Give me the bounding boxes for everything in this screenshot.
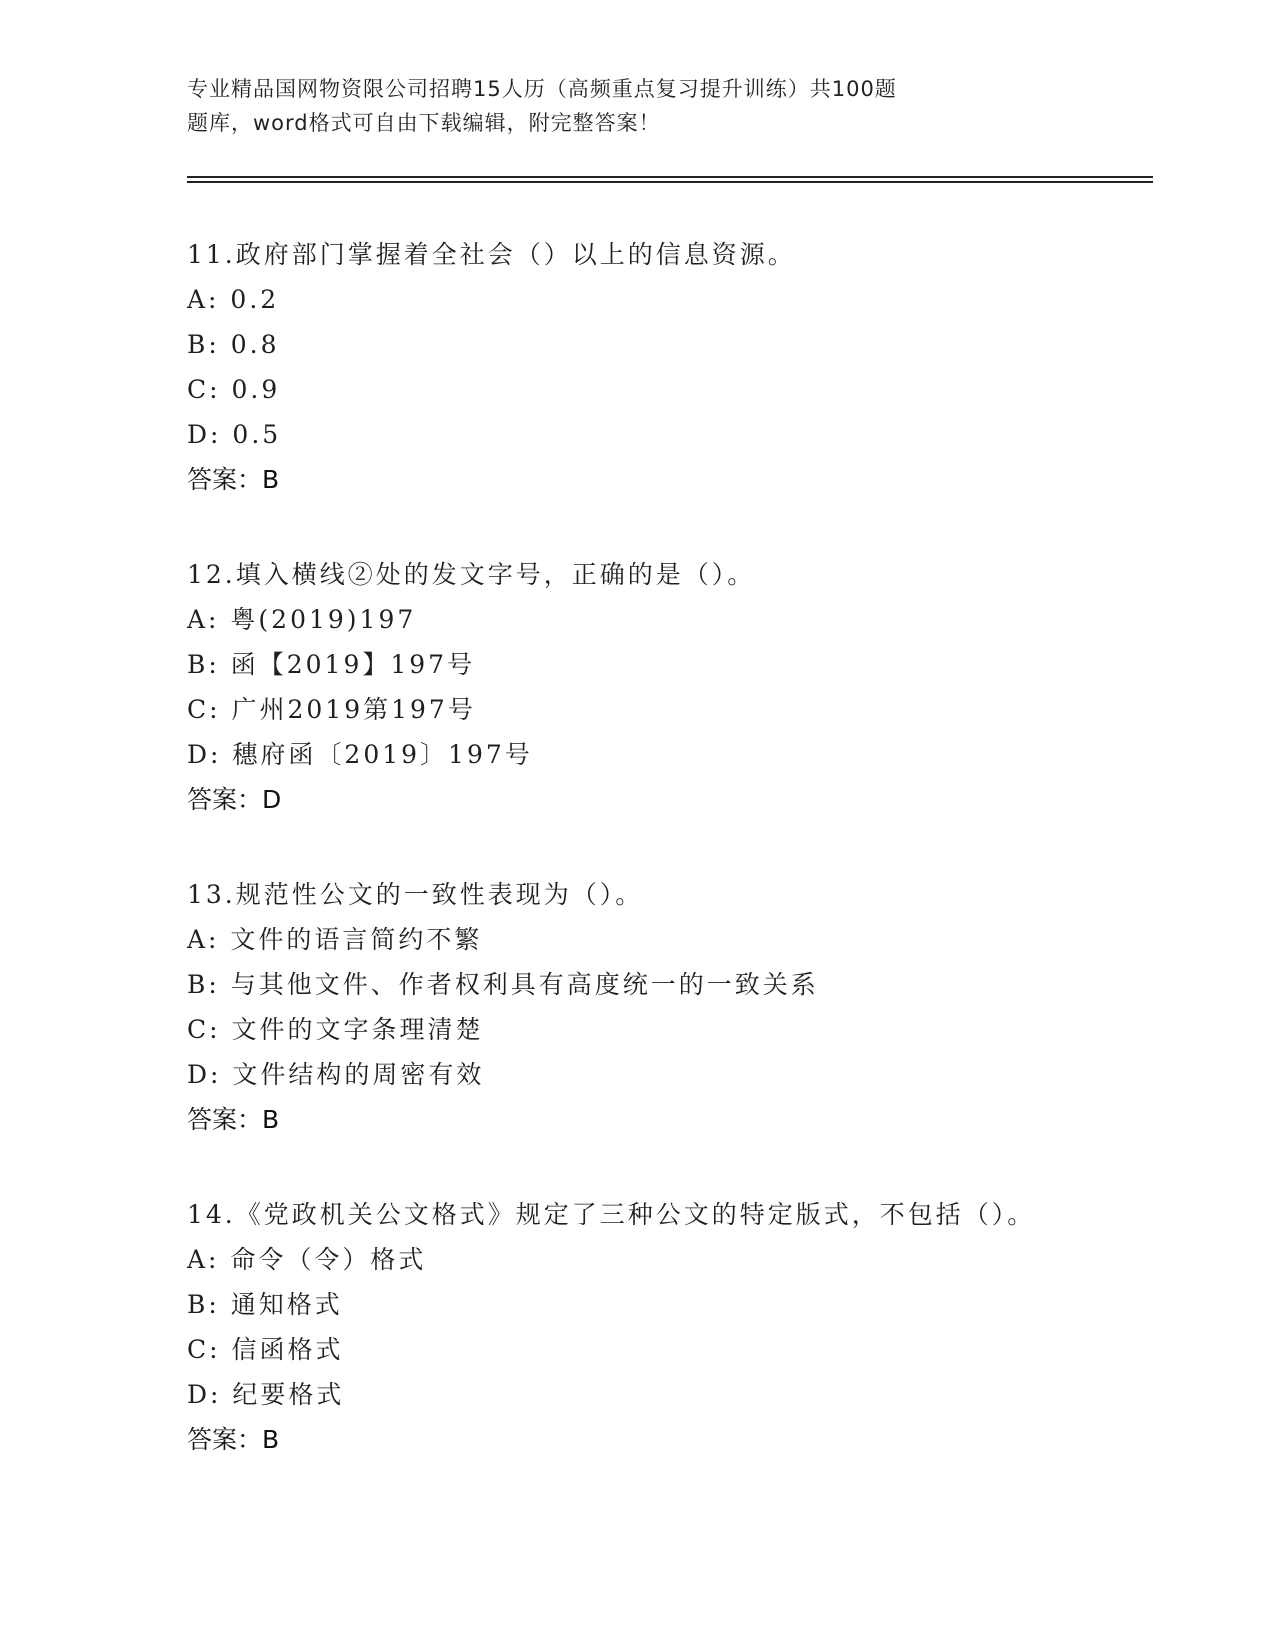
option-c: C: 文件的文字条理清楚 <box>187 1015 484 1044</box>
option-a: A: 粤(2019)197 <box>187 605 417 634</box>
header-title-line-1: 专业精品国网物资限公司招聘15人历（高频重点复习提升训练）共100题 <box>187 77 897 101</box>
option-c: C: 广州2019第197号 <box>187 695 476 724</box>
question-item <box>187 1192 1167 1512</box>
question-stem: 14.《党政机关公文格式》规定了三种公文的特定版式，不包括（）。 <box>187 1200 1036 1229</box>
answer-key: 答案：B <box>187 1105 280 1134</box>
question-stem: 11.政府部门掌握着全社会（）以上的信息资源。 <box>187 240 796 269</box>
question-list <box>187 232 1167 1512</box>
option-c: C: 0.9 <box>187 375 281 404</box>
option-b: B: 与其他文件、作者权利具有高度统一的一致关系 <box>187 970 819 999</box>
option-d: D: 0.5 <box>187 420 282 449</box>
question-item <box>187 552 1167 872</box>
question-item <box>187 872 1167 1192</box>
option-a: A: 命令（令）格式 <box>187 1245 427 1274</box>
question-stem: 12.填入横线②处的发文字号，正确的是（）。 <box>187 560 756 589</box>
option-d: D: 穗府函〔2019〕197号 <box>187 740 533 769</box>
option-d: D: 文件结构的周密有效 <box>187 1060 485 1089</box>
document-header <box>187 72 1007 140</box>
option-a: A: 文件的语言简约不繁 <box>187 925 483 954</box>
option-c: C: 信函格式 <box>187 1335 344 1364</box>
option-a: A: 0.2 <box>187 285 280 314</box>
header-title-line-2: 题库，word格式可自由下载编辑，附完整答案！ <box>187 111 661 135</box>
option-b: B: 0.8 <box>187 330 280 359</box>
option-b: B: 函【2019】197号 <box>187 650 476 679</box>
option-d: D: 纪要格式 <box>187 1380 345 1409</box>
answer-key: 答案：B <box>187 465 280 494</box>
question-stem: 13.规范性公文的一致性表现为（）。 <box>187 880 644 909</box>
question-item <box>187 232 1167 552</box>
header-divider-top <box>187 176 1153 178</box>
option-b: B: 通知格式 <box>187 1290 343 1319</box>
answer-key: 答案：B <box>187 1425 280 1454</box>
header-divider-bottom <box>187 181 1153 183</box>
answer-key: 答案：D <box>187 785 282 814</box>
